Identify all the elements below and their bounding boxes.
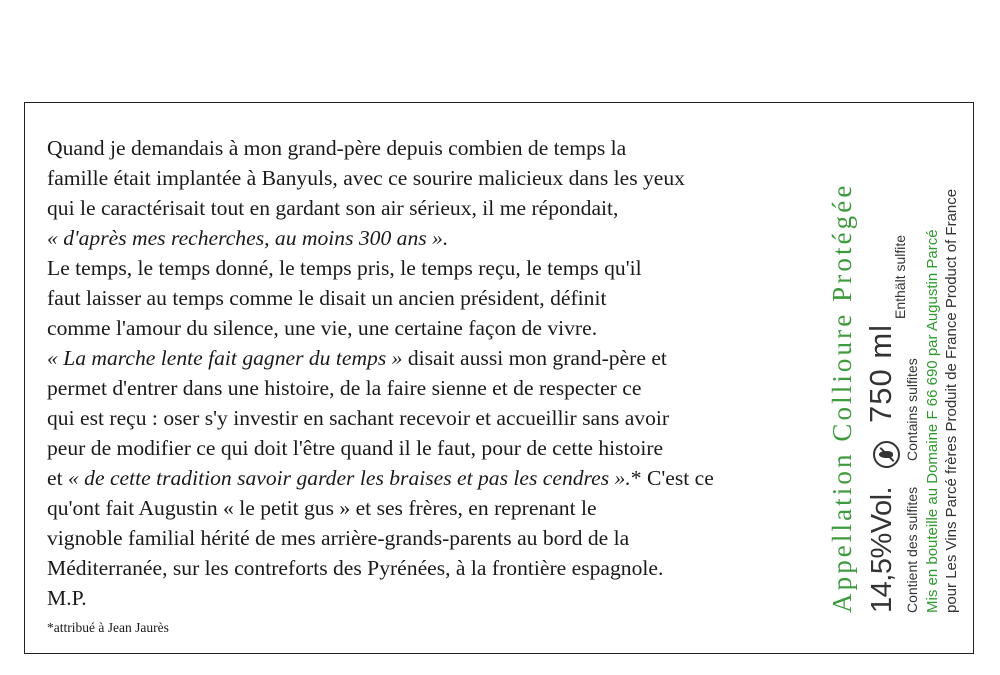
appellation-title: Appellation Collioure Protégée xyxy=(827,182,857,613)
quote-text: « d'après mes recherches, au moins 300 ans ». xyxy=(47,226,449,250)
story-text xyxy=(47,133,807,613)
bottle-volume: 750 ml xyxy=(863,323,898,423)
sulfites-de: Enthält sulfite xyxy=(892,234,908,319)
story-line xyxy=(47,463,807,493)
story-line: comme l'amour du silence, une vie, une certaine façon de vivre. xyxy=(47,316,598,340)
story-line: qui le caractérisait tout en gardant son air sérieux, il me répondait, xyxy=(47,196,619,220)
story-line: Méditerranée, sur les contreforts des Pyrénées, à la frontière espagnole. xyxy=(47,556,664,580)
story-line xyxy=(47,223,807,253)
producer-info: pour Les Vins Parcé frères Produit de France Product of France xyxy=(943,188,960,613)
volume-row xyxy=(863,324,900,613)
story-line: qu'ont fait Augustin « le petit gus » et ses frères, en reprenant le xyxy=(47,496,597,520)
sulfites-en: Contains sulfites xyxy=(904,358,920,461)
quote-text: « La marche lente fait gagner du temps » xyxy=(47,346,403,370)
footnote: *attribué à Jean Jaurès xyxy=(47,620,169,635)
quote-text: « de cette tradition savoir garder les braises et pas les cendres ». xyxy=(67,466,631,490)
story-line: faut laisser au temps comme le disait un ancien président, définit xyxy=(47,286,607,310)
alcohol-content: 14,5%Vol. xyxy=(866,486,898,613)
story-line xyxy=(47,343,807,373)
story-line: qui est reçu : oser s'y investir en sachant recevoir et accueillir sans avoir xyxy=(47,406,670,430)
story-line: Le temps, le temps donné, le temps pris, le temps reçu, le temps qu'il xyxy=(47,256,642,280)
pregnancy-warning-icon xyxy=(873,441,900,468)
story-text-span: disait aussi mon grand-père et xyxy=(402,346,667,370)
story-text-span: * C'est ce xyxy=(630,466,714,490)
story-text-span: et xyxy=(47,466,68,490)
wine-label xyxy=(24,102,974,654)
story-line: Quand je demandais à mon grand-père depuis combien de temps la xyxy=(47,136,627,160)
story-line: permet d'entrer dans une histoire, de la faire sienne et de respecter ce xyxy=(47,376,642,400)
signature: M.P. xyxy=(47,586,87,610)
legal-panel xyxy=(827,121,967,621)
story-line: vignoble familial hérité de mes arrière-grands-parents au bord de la xyxy=(47,526,630,550)
sulfites-fr: Contient des sulfites xyxy=(904,486,920,613)
bottler-info: Mis en bouteille au Domaine F 66 690 par Augustin Parcé xyxy=(924,229,941,613)
story-line: peur de modifier ce qui doit l'être quand il le faut, pour de cette histoire xyxy=(47,436,664,460)
story-line: famille était implantée à Banyuls, avec ce sourire malicieux dans les yeux xyxy=(47,166,685,190)
